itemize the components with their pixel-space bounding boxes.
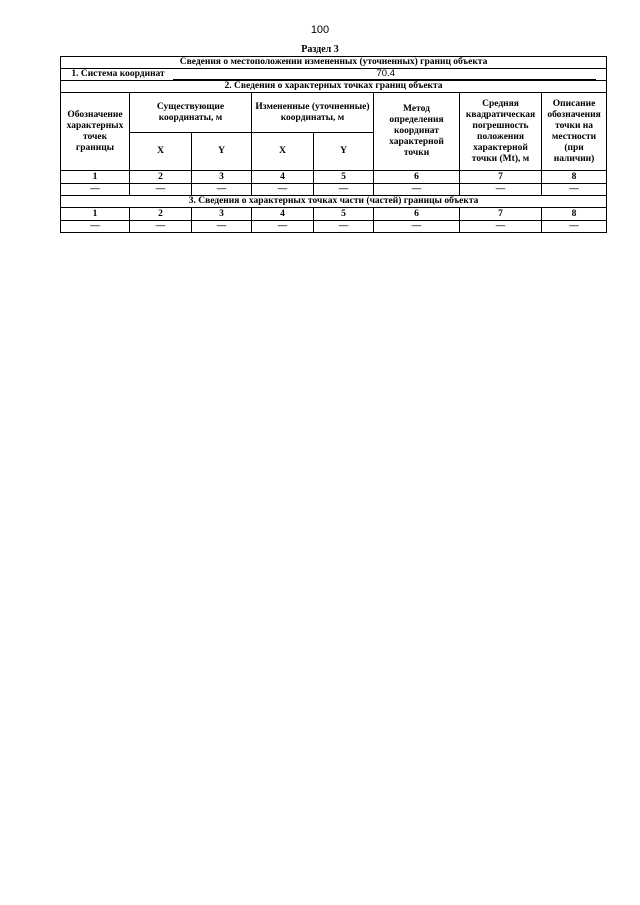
page-number: 100 [310, 24, 330, 36]
changed-y-header: Y [314, 133, 374, 171]
existing-y-header: Y [192, 133, 252, 171]
section-title: Раздел 3 [301, 44, 339, 55]
boundary-table [60, 56, 607, 233]
col-number: 7 [460, 171, 542, 184]
table-cell: — [542, 184, 607, 196]
col-number: 6 [374, 208, 460, 221]
coord-system-value: 70.4 [173, 69, 596, 80]
col-designation-header: Обозначение характерных точек границы [61, 93, 130, 171]
col-error-header: Средняя квадратическая погрешность положения характерной точки (Mt), м [460, 93, 542, 171]
table-cell: — [61, 221, 130, 233]
table-row [61, 184, 607, 196]
table-cell: — [252, 221, 314, 233]
table-cell: — [374, 221, 460, 233]
table-row [61, 221, 607, 233]
col-existing-header: Существующие координаты, м [130, 93, 252, 133]
table-cell: — [314, 221, 374, 233]
table-cell: — [460, 184, 542, 196]
part2-header: 2. Сведения о характерных точках границ объекта [61, 81, 607, 93]
table-cell: — [374, 184, 460, 196]
table-cell: — [252, 184, 314, 196]
col-number: 5 [314, 208, 374, 221]
col-number: 3 [192, 171, 252, 184]
existing-x-header: X [130, 133, 192, 171]
main-header: Сведения о местоположении измененных (уточненных) границ объекта [61, 57, 607, 69]
col-number: 4 [252, 208, 314, 221]
part3-header: 3. Сведения о характерных точках части (частей) границы объекта [61, 196, 607, 208]
col-description-header: Описание обозначения точки на местности (при наличии) [542, 93, 607, 171]
table-cell: — [542, 221, 607, 233]
column-number-row [61, 171, 607, 184]
col-number: 5 [314, 171, 374, 184]
col-number: 4 [252, 171, 314, 184]
table-cell: — [130, 221, 192, 233]
col-number: 7 [460, 208, 542, 221]
col-number: 1 [61, 208, 130, 221]
table-cell: — [192, 221, 252, 233]
coord-system-row [61, 69, 607, 81]
table-cell: — [61, 184, 130, 196]
table-cell: — [314, 184, 374, 196]
col-number: 3 [192, 208, 252, 221]
col-method-header: Метод определения координат характерной точки [374, 93, 460, 171]
col-changed-header: Измененные (уточненные) координаты, м [252, 93, 374, 133]
coord-system-label: 1. Система координат [71, 69, 165, 79]
table-cell: — [130, 184, 192, 196]
col-number: 6 [374, 171, 460, 184]
col-number: 2 [130, 171, 192, 184]
part3-column-number-row [61, 208, 607, 221]
table-cell: — [460, 221, 542, 233]
col-number: 2 [130, 208, 192, 221]
table-cell: — [192, 184, 252, 196]
col-number: 8 [542, 171, 607, 184]
col-number: 8 [542, 208, 607, 221]
col-number: 1 [61, 171, 130, 184]
changed-x-header: X [252, 133, 314, 171]
